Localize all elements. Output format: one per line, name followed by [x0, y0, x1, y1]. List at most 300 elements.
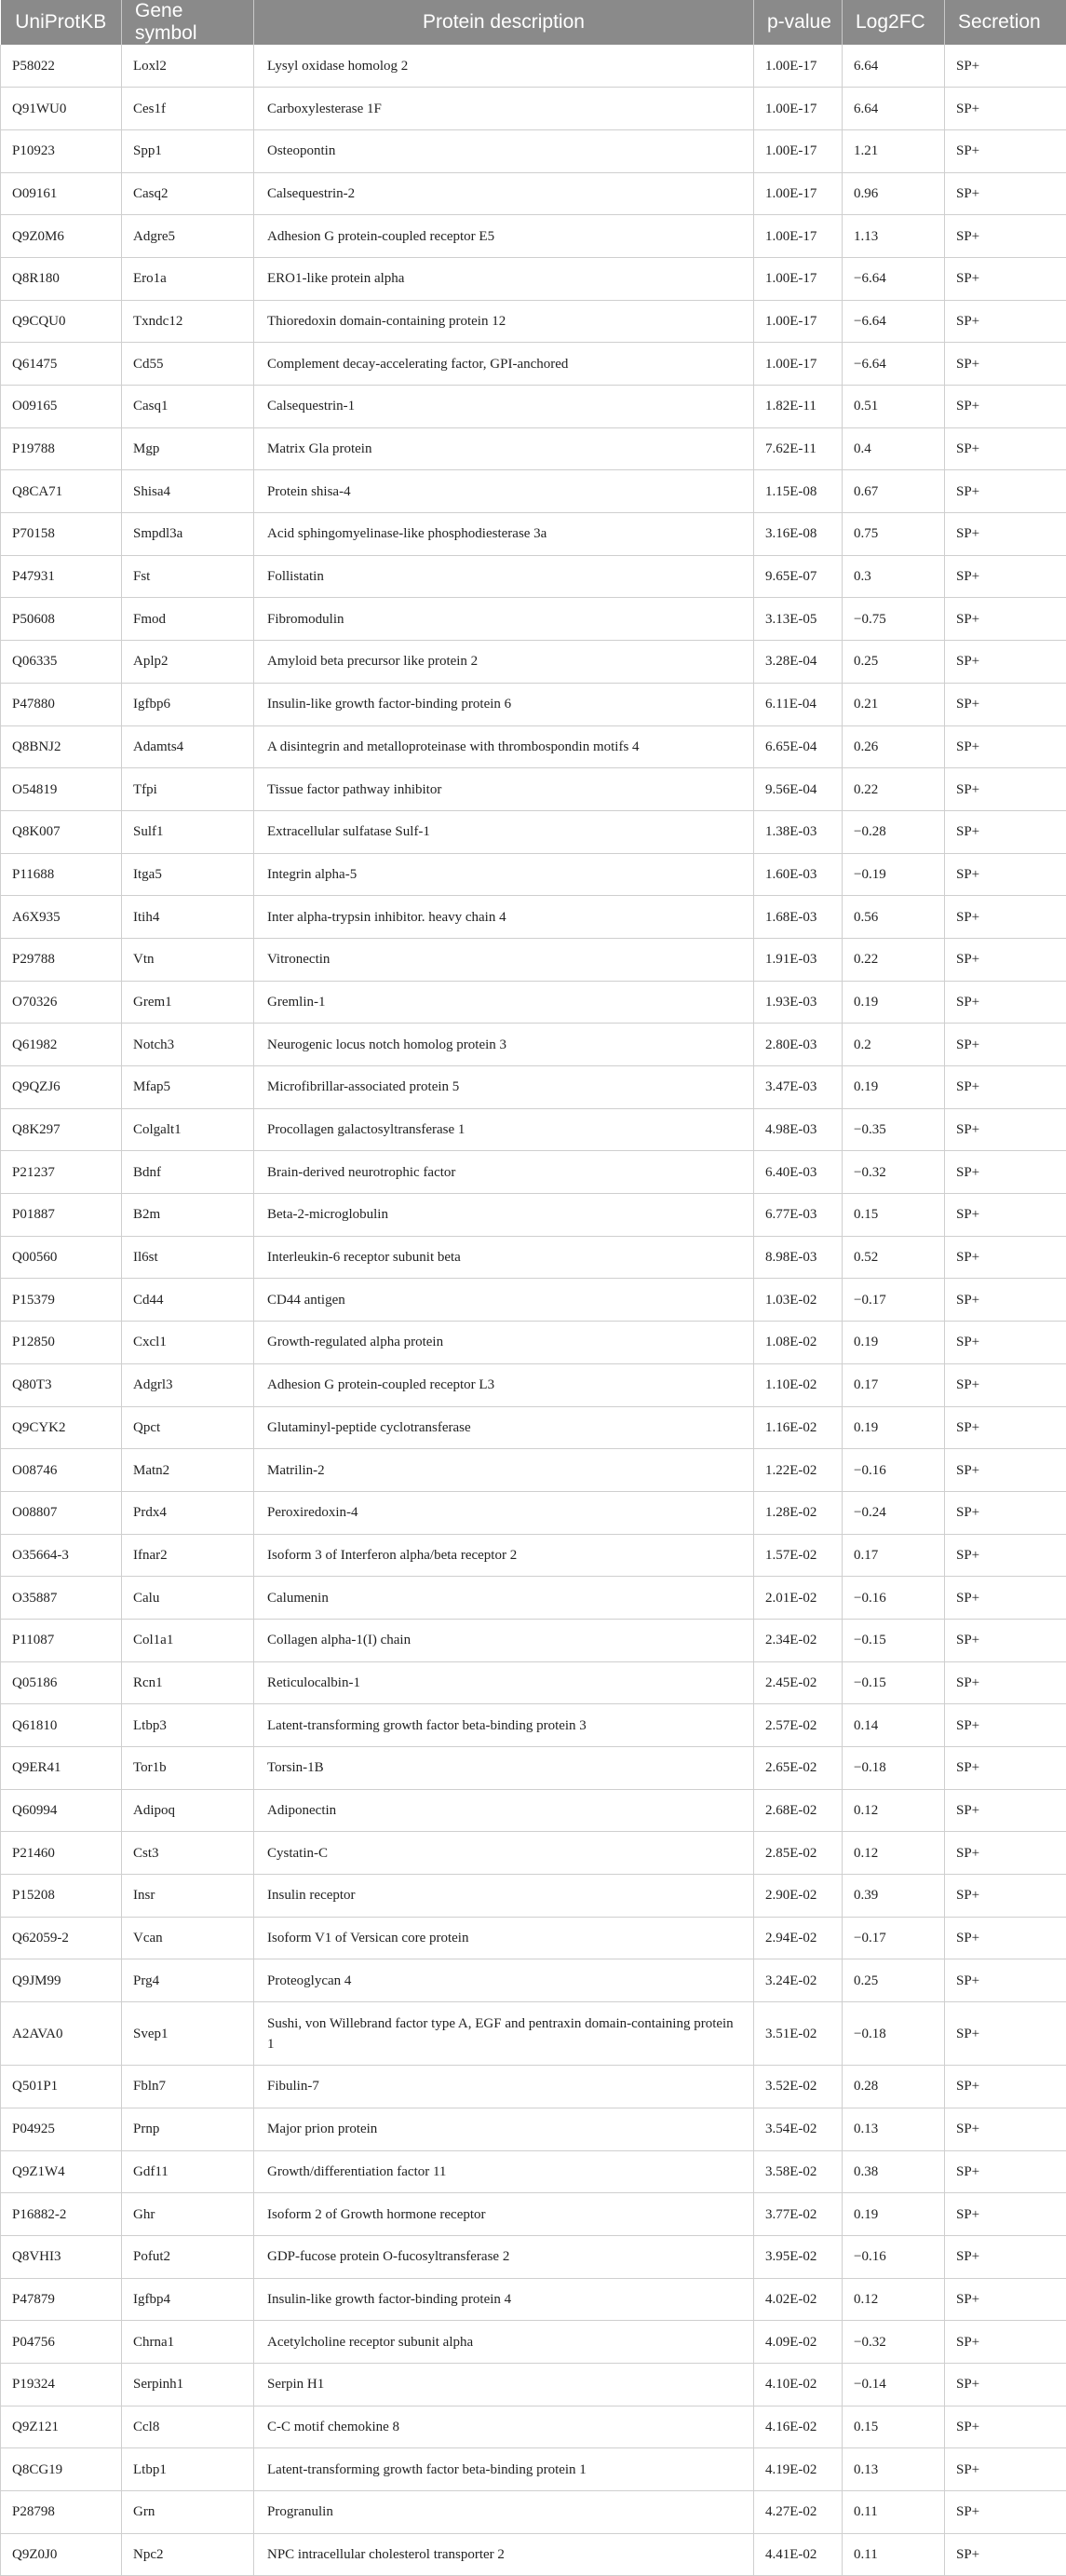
cell-log2fc: −6.64: [843, 300, 945, 343]
cell-secretion: SP+: [945, 2363, 1066, 2406]
cell-p-value: 3.54E-02: [754, 2108, 843, 2150]
cell-secretion: SP+: [945, 1108, 1066, 1151]
cell-protein-description: Progranulin: [254, 2491, 754, 2534]
table-row: [1, 2321, 1066, 2364]
cell-uniprotkb: P04756: [1, 2321, 122, 2364]
cell-protein-description: Lysyl oxidase homolog 2: [254, 45, 754, 88]
cell-protein-description: Acetylcholine receptor subunit alpha: [254, 2321, 754, 2364]
cell-uniprotkb: Q8CG19: [1, 2448, 122, 2491]
cell-log2fc: −0.17: [843, 1279, 945, 1322]
cell-secretion: SP+: [945, 45, 1066, 88]
table-row: [1, 1108, 1066, 1151]
cell-gene-symbol: Fmod: [122, 598, 254, 641]
cell-gene-symbol: Itih4: [122, 896, 254, 939]
cell-gene-symbol: Matn2: [122, 1449, 254, 1492]
cell-gene-symbol: Ghr: [122, 2193, 254, 2236]
cell-p-value: 1.15E-08: [754, 470, 843, 513]
cell-p-value: 1.08E-02: [754, 1322, 843, 1364]
cell-secretion: SP+: [945, 1875, 1066, 1918]
cell-protein-description: Procollagen galactosyltransferase 1: [254, 1108, 754, 1151]
cell-uniprotkb: Q62059-2: [1, 1917, 122, 1959]
table-row: [1, 981, 1066, 1024]
table-row: [1, 1236, 1066, 1279]
cell-protein-description: Isoform 3 of Interferon alpha/beta receptor 2: [254, 1534, 754, 1577]
cell-gene-symbol: Adamts4: [122, 725, 254, 768]
cell-gene-symbol: Ltbp1: [122, 2448, 254, 2491]
cell-uniprotkb: Q60994: [1, 1789, 122, 1832]
cell-gene-symbol: Colgalt1: [122, 1108, 254, 1151]
cell-p-value: 1.00E-17: [754, 215, 843, 258]
cell-secretion: SP+: [945, 1406, 1066, 1449]
cell-uniprotkb: P16882-2: [1, 2193, 122, 2236]
cell-secretion: SP+: [945, 1279, 1066, 1322]
cell-gene-symbol: Sulf1: [122, 810, 254, 853]
cell-gene-symbol: Qpct: [122, 1406, 254, 1449]
cell-secretion: SP+: [945, 88, 1066, 130]
cell-log2fc: 0.28: [843, 2066, 945, 2108]
header-row: [1, 0, 1066, 45]
cell-uniprotkb: O08807: [1, 1491, 122, 1534]
cell-p-value: 1.00E-17: [754, 257, 843, 300]
cell-secretion: SP+: [945, 2533, 1066, 2576]
cell-protein-description: Adhesion G protein-coupled receptor E5: [254, 215, 754, 258]
cell-uniprotkb: P19324: [1, 2363, 122, 2406]
cell-gene-symbol: Aplp2: [122, 641, 254, 684]
cell-protein-description: C-C motif chemokine 8: [254, 2406, 754, 2448]
cell-p-value: 6.11E-04: [754, 683, 843, 725]
cell-p-value: 1.00E-17: [754, 129, 843, 172]
cell-gene-symbol: Tor1b: [122, 1747, 254, 1790]
cell-protein-description: Isoform V1 of Versican core protein: [254, 1917, 754, 1959]
cell-log2fc: 0.38: [843, 2150, 945, 2193]
cell-protein-description: Brain-derived neurotrophic factor: [254, 1151, 754, 1194]
cell-uniprotkb: Q8R180: [1, 257, 122, 300]
table-row: [1, 2406, 1066, 2448]
cell-log2fc: −6.64: [843, 257, 945, 300]
cell-uniprotkb: P47879: [1, 2278, 122, 2321]
cell-secretion: SP+: [945, 1322, 1066, 1364]
cell-uniprotkb: Q8BNJ2: [1, 725, 122, 768]
cell-protein-description: Fibulin-7: [254, 2066, 754, 2108]
cell-secretion: SP+: [945, 300, 1066, 343]
cell-p-value: 1.00E-17: [754, 172, 843, 215]
cell-gene-symbol: Casq1: [122, 386, 254, 428]
table-row: [1, 1577, 1066, 1620]
cell-secretion: SP+: [945, 555, 1066, 598]
cell-log2fc: −0.16: [843, 1577, 945, 1620]
cell-secretion: SP+: [945, 725, 1066, 768]
cell-secretion: SP+: [945, 2193, 1066, 2236]
table-row: [1, 172, 1066, 215]
cell-gene-symbol: Ccl8: [122, 2406, 254, 2448]
cell-gene-symbol: Grn: [122, 2491, 254, 2534]
cell-protein-description: Calumenin: [254, 1577, 754, 1620]
cell-protein-description: CD44 antigen: [254, 1279, 754, 1322]
cell-protein-description: Interleukin-6 receptor subunit beta: [254, 1236, 754, 1279]
cell-gene-symbol: Notch3: [122, 1024, 254, 1066]
table-row: [1, 2533, 1066, 2576]
cell-log2fc: 0.17: [843, 1534, 945, 1577]
table-row: [1, 1747, 1066, 1790]
cell-gene-symbol: Grem1: [122, 981, 254, 1024]
header-p-value: p-value: [754, 0, 843, 45]
cell-protein-description: Serpin H1: [254, 2363, 754, 2406]
table-row: [1, 1406, 1066, 1449]
cell-secretion: SP+: [945, 1959, 1066, 2002]
cell-secretion: SP+: [945, 1704, 1066, 1747]
cell-protein-description: Neurogenic locus notch homolog protein 3: [254, 1024, 754, 1066]
cell-uniprotkb: Q8CA71: [1, 470, 122, 513]
cell-uniprotkb: Q8K297: [1, 1108, 122, 1151]
cell-p-value: 2.65E-02: [754, 1747, 843, 1790]
cell-p-value: 4.02E-02: [754, 2278, 843, 2321]
cell-uniprotkb: O08746: [1, 1449, 122, 1492]
table-row: [1, 1534, 1066, 1577]
cell-p-value: 1.93E-03: [754, 981, 843, 1024]
table-row: [1, 2448, 1066, 2491]
cell-secretion: SP+: [945, 1661, 1066, 1704]
cell-secretion: SP+: [945, 1236, 1066, 1279]
table-row: [1, 1491, 1066, 1534]
cell-log2fc: 0.25: [843, 641, 945, 684]
cell-uniprotkb: Q61475: [1, 343, 122, 386]
table-row: [1, 1279, 1066, 1322]
cell-secretion: SP+: [945, 768, 1066, 811]
cell-uniprotkb: Q8VHI3: [1, 2235, 122, 2278]
cell-log2fc: 0.19: [843, 1322, 945, 1364]
cell-secretion: SP+: [945, 2002, 1066, 2066]
cell-uniprotkb: Q9Z1W4: [1, 2150, 122, 2193]
cell-uniprotkb: P47880: [1, 683, 122, 725]
cell-protein-description: Acid sphingomyelinase-like phosphodiesterase 3a: [254, 513, 754, 556]
cell-log2fc: 0.19: [843, 2193, 945, 2236]
cell-protein-description: Beta-2-microglobulin: [254, 1194, 754, 1237]
cell-log2fc: 0.2: [843, 1024, 945, 1066]
table-row: [1, 938, 1066, 981]
cell-p-value: 1.82E-11: [754, 386, 843, 428]
table-row: [1, 343, 1066, 386]
cell-gene-symbol: Il6st: [122, 1236, 254, 1279]
cell-secretion: SP+: [945, 1363, 1066, 1406]
cell-protein-description: Matrilin-2: [254, 1449, 754, 1492]
table-row: [1, 853, 1066, 896]
cell-secretion: SP+: [945, 513, 1066, 556]
cell-gene-symbol: Casq2: [122, 172, 254, 215]
cell-protein-description: Thioredoxin domain-containing protein 12: [254, 300, 754, 343]
cell-log2fc: 0.19: [843, 981, 945, 1024]
cell-protein-description: Insulin-like growth factor-binding protein 6: [254, 683, 754, 725]
table-row: [1, 555, 1066, 598]
cell-log2fc: 1.21: [843, 129, 945, 172]
cell-uniprotkb: P21460: [1, 1832, 122, 1875]
cell-protein-description: Gremlin-1: [254, 981, 754, 1024]
cell-log2fc: 6.64: [843, 45, 945, 88]
table-row: [1, 45, 1066, 88]
table-body: [1, 45, 1066, 2576]
header-protein-description: Protein description: [254, 0, 754, 45]
cell-uniprotkb: Q9Z0J0: [1, 2533, 122, 2576]
cell-log2fc: 0.26: [843, 725, 945, 768]
table-row: [1, 2363, 1066, 2406]
table-row: [1, 598, 1066, 641]
cell-uniprotkb: P11688: [1, 853, 122, 896]
cell-uniprotkb: Q80T3: [1, 1363, 122, 1406]
cell-log2fc: −6.64: [843, 343, 945, 386]
cell-gene-symbol: Bdnf: [122, 1151, 254, 1194]
cell-gene-symbol: Smpdl3a: [122, 513, 254, 556]
table-row: [1, 641, 1066, 684]
cell-log2fc: −0.32: [843, 1151, 945, 1194]
cell-gene-symbol: Itga5: [122, 853, 254, 896]
cell-log2fc: −0.17: [843, 1917, 945, 1959]
cell-p-value: 2.01E-02: [754, 1577, 843, 1620]
cell-protein-description: Growth/differentiation factor 11: [254, 2150, 754, 2193]
cell-protein-description: Carboxylesterase 1F: [254, 88, 754, 130]
table-row: [1, 129, 1066, 172]
cell-protein-description: Inter alpha-trypsin inhibitor. heavy chain 4: [254, 896, 754, 939]
cell-secretion: SP+: [945, 2491, 1066, 2534]
cell-log2fc: 6.64: [843, 88, 945, 130]
cell-p-value: 3.24E-02: [754, 1959, 843, 2002]
cell-p-value: 2.34E-02: [754, 1619, 843, 1661]
cell-gene-symbol: Col1a1: [122, 1619, 254, 1661]
cell-p-value: 3.77E-02: [754, 2193, 843, 2236]
cell-gene-symbol: Npc2: [122, 2533, 254, 2576]
table-row: [1, 1789, 1066, 1832]
cell-p-value: 1.03E-02: [754, 1279, 843, 1322]
cell-gene-symbol: Svep1: [122, 2002, 254, 2066]
cell-protein-description: Insulin-like growth factor-binding protein 4: [254, 2278, 754, 2321]
cell-p-value: 3.95E-02: [754, 2235, 843, 2278]
cell-log2fc: 0.25: [843, 1959, 945, 2002]
cell-log2fc: 0.12: [843, 2278, 945, 2321]
cell-gene-symbol: Igfbp6: [122, 683, 254, 725]
cell-gene-symbol: Fbln7: [122, 2066, 254, 2108]
cell-gene-symbol: B2m: [122, 1194, 254, 1237]
cell-gene-symbol: Cst3: [122, 1832, 254, 1875]
cell-secretion: SP+: [945, 1491, 1066, 1534]
cell-uniprotkb: P01887: [1, 1194, 122, 1237]
cell-secretion: SP+: [945, 1151, 1066, 1194]
cell-protein-description: Major prion protein: [254, 2108, 754, 2150]
cell-p-value: 9.65E-07: [754, 555, 843, 598]
cell-log2fc: 1.13: [843, 215, 945, 258]
header-uniprotkb: UniProtKB: [1, 0, 122, 45]
cell-log2fc: 0.12: [843, 1832, 945, 1875]
cell-uniprotkb: Q9CYK2: [1, 1406, 122, 1449]
cell-secretion: SP+: [945, 2406, 1066, 2448]
cell-secretion: SP+: [945, 470, 1066, 513]
cell-log2fc: 0.19: [843, 1066, 945, 1109]
cell-secretion: SP+: [945, 2448, 1066, 2491]
cell-p-value: 4.19E-02: [754, 2448, 843, 2491]
header-secretion: Secretion: [945, 0, 1066, 45]
cell-gene-symbol: Ltbp3: [122, 1704, 254, 1747]
cell-secretion: SP+: [945, 896, 1066, 939]
cell-uniprotkb: Q9ER41: [1, 1747, 122, 1790]
cell-log2fc: 0.75: [843, 513, 945, 556]
cell-log2fc: −0.32: [843, 2321, 945, 2364]
cell-p-value: 1.91E-03: [754, 938, 843, 981]
cell-uniprotkb: Q8K007: [1, 810, 122, 853]
cell-protein-description: Sushi, von Willebrand factor type A, EGF and pentraxin domain-containing protein 1: [254, 2002, 754, 2066]
cell-p-value: 6.65E-04: [754, 725, 843, 768]
table-row: [1, 386, 1066, 428]
cell-gene-symbol: Igfbp4: [122, 2278, 254, 2321]
cell-uniprotkb: Q61982: [1, 1024, 122, 1066]
cell-p-value: 4.27E-02: [754, 2491, 843, 2534]
cell-protein-description: Integrin alpha-5: [254, 853, 754, 896]
cell-p-value: 4.41E-02: [754, 2533, 843, 2576]
cell-secretion: SP+: [945, 853, 1066, 896]
cell-protein-description: Amyloid beta precursor like protein 2: [254, 641, 754, 684]
cell-uniprotkb: P19788: [1, 427, 122, 470]
table-row: [1, 1066, 1066, 1109]
cell-log2fc: −0.35: [843, 1108, 945, 1151]
cell-p-value: 7.62E-11: [754, 427, 843, 470]
cell-secretion: SP+: [945, 641, 1066, 684]
cell-gene-symbol: Prg4: [122, 1959, 254, 2002]
cell-gene-symbol: Vcan: [122, 1917, 254, 1959]
cell-p-value: 4.09E-02: [754, 2321, 843, 2364]
cell-log2fc: 0.17: [843, 1363, 945, 1406]
cell-secretion: SP+: [945, 1577, 1066, 1620]
cell-protein-description: Osteopontin: [254, 129, 754, 172]
table-row: [1, 725, 1066, 768]
cell-gene-symbol: Rcn1: [122, 1661, 254, 1704]
cell-gene-symbol: Insr: [122, 1875, 254, 1918]
table-row: [1, 1917, 1066, 1959]
cell-p-value: 1.00E-17: [754, 300, 843, 343]
cell-uniprotkb: O35664-3: [1, 1534, 122, 1577]
cell-log2fc: 0.19: [843, 1406, 945, 1449]
cell-secretion: SP+: [945, 1917, 1066, 1959]
cell-log2fc: 0.15: [843, 1194, 945, 1237]
cell-log2fc: 0.51: [843, 386, 945, 428]
table-row: [1, 2108, 1066, 2150]
cell-protein-description: Calsequestrin-1: [254, 386, 754, 428]
cell-p-value: 1.00E-17: [754, 343, 843, 386]
cell-protein-description: Fibromodulin: [254, 598, 754, 641]
cell-uniprotkb: P58022: [1, 45, 122, 88]
table-row: [1, 1449, 1066, 1492]
cell-p-value: 1.60E-03: [754, 853, 843, 896]
cell-log2fc: 0.22: [843, 938, 945, 981]
cell-uniprotkb: O70326: [1, 981, 122, 1024]
cell-log2fc: 0.11: [843, 2491, 945, 2534]
cell-p-value: 3.52E-02: [754, 2066, 843, 2108]
cell-p-value: 9.56E-04: [754, 768, 843, 811]
cell-gene-symbol: Calu: [122, 1577, 254, 1620]
cell-uniprotkb: O35887: [1, 1577, 122, 1620]
cell-p-value: 6.40E-03: [754, 1151, 843, 1194]
cell-uniprotkb: O54819: [1, 768, 122, 811]
cell-p-value: 3.13E-05: [754, 598, 843, 641]
cell-protein-description: Peroxiredoxin-4: [254, 1491, 754, 1534]
cell-p-value: 1.57E-02: [754, 1534, 843, 1577]
cell-uniprotkb: Q9Z0M6: [1, 215, 122, 258]
table-row: [1, 1619, 1066, 1661]
cell-p-value: 1.00E-17: [754, 45, 843, 88]
cell-log2fc: 0.13: [843, 2108, 945, 2150]
cell-gene-symbol: Cd44: [122, 1279, 254, 1322]
cell-uniprotkb: Q05186: [1, 1661, 122, 1704]
cell-p-value: 8.98E-03: [754, 1236, 843, 1279]
table-row: [1, 768, 1066, 811]
cell-gene-symbol: Prdx4: [122, 1491, 254, 1534]
cell-secretion: SP+: [945, 1747, 1066, 1790]
table-row: [1, 1832, 1066, 1875]
cell-log2fc: 0.11: [843, 2533, 945, 2576]
table-row: [1, 2150, 1066, 2193]
cell-protein-description: Insulin receptor: [254, 1875, 754, 1918]
cell-gene-symbol: Adgrl3: [122, 1363, 254, 1406]
table-row: [1, 215, 1066, 258]
cell-gene-symbol: Ero1a: [122, 257, 254, 300]
cell-p-value: 2.80E-03: [754, 1024, 843, 1066]
cell-secretion: SP+: [945, 938, 1066, 981]
table-row: [1, 683, 1066, 725]
table-row: [1, 1151, 1066, 1194]
table-row: [1, 513, 1066, 556]
cell-gene-symbol: Txndc12: [122, 300, 254, 343]
table-row: [1, 1704, 1066, 1747]
table-row: [1, 2491, 1066, 2534]
cell-log2fc: 0.14: [843, 1704, 945, 1747]
cell-gene-symbol: Pofut2: [122, 2235, 254, 2278]
table-row: [1, 257, 1066, 300]
cell-protein-description: Protein shisa-4: [254, 470, 754, 513]
table-row: [1, 88, 1066, 130]
cell-secretion: SP+: [945, 598, 1066, 641]
cell-log2fc: 0.56: [843, 896, 945, 939]
cell-uniprotkb: Q9JM99: [1, 1959, 122, 2002]
cell-uniprotkb: P47931: [1, 555, 122, 598]
cell-uniprotkb: P15379: [1, 1279, 122, 1322]
cell-p-value: 2.68E-02: [754, 1789, 843, 1832]
cell-uniprotkb: Q06335: [1, 641, 122, 684]
cell-gene-symbol: Mgp: [122, 427, 254, 470]
cell-p-value: 3.51E-02: [754, 2002, 843, 2066]
cell-uniprotkb: O09165: [1, 386, 122, 428]
cell-protein-description: Follistatin: [254, 555, 754, 598]
cell-gene-symbol: Adipoq: [122, 1789, 254, 1832]
cell-log2fc: 0.3: [843, 555, 945, 598]
cell-p-value: 2.45E-02: [754, 1661, 843, 1704]
cell-protein-description: Adiponectin: [254, 1789, 754, 1832]
cell-protein-description: Isoform 2 of Growth hormone receptor: [254, 2193, 754, 2236]
cell-secretion: SP+: [945, 1534, 1066, 1577]
table-row: [1, 1024, 1066, 1066]
cell-secretion: SP+: [945, 1024, 1066, 1066]
cell-secretion: SP+: [945, 1194, 1066, 1237]
cell-p-value: 2.85E-02: [754, 1832, 843, 1875]
cell-p-value: 1.16E-02: [754, 1406, 843, 1449]
cell-log2fc: 0.13: [843, 2448, 945, 2491]
cell-p-value: 3.28E-04: [754, 641, 843, 684]
cell-uniprotkb: P12850: [1, 1322, 122, 1364]
cell-protein-description: ERO1-like protein alpha: [254, 257, 754, 300]
cell-uniprotkb: Q9CQU0: [1, 300, 122, 343]
cell-log2fc: −0.18: [843, 1747, 945, 1790]
cell-p-value: 1.28E-02: [754, 1491, 843, 1534]
cell-gene-symbol: Serpinh1: [122, 2363, 254, 2406]
cell-gene-symbol: Tfpi: [122, 768, 254, 811]
cell-protein-description: Extracellular sulfatase Sulf-1: [254, 810, 754, 853]
cell-log2fc: 0.39: [843, 1875, 945, 1918]
cell-p-value: 2.57E-02: [754, 1704, 843, 1747]
cell-secretion: SP+: [945, 172, 1066, 215]
